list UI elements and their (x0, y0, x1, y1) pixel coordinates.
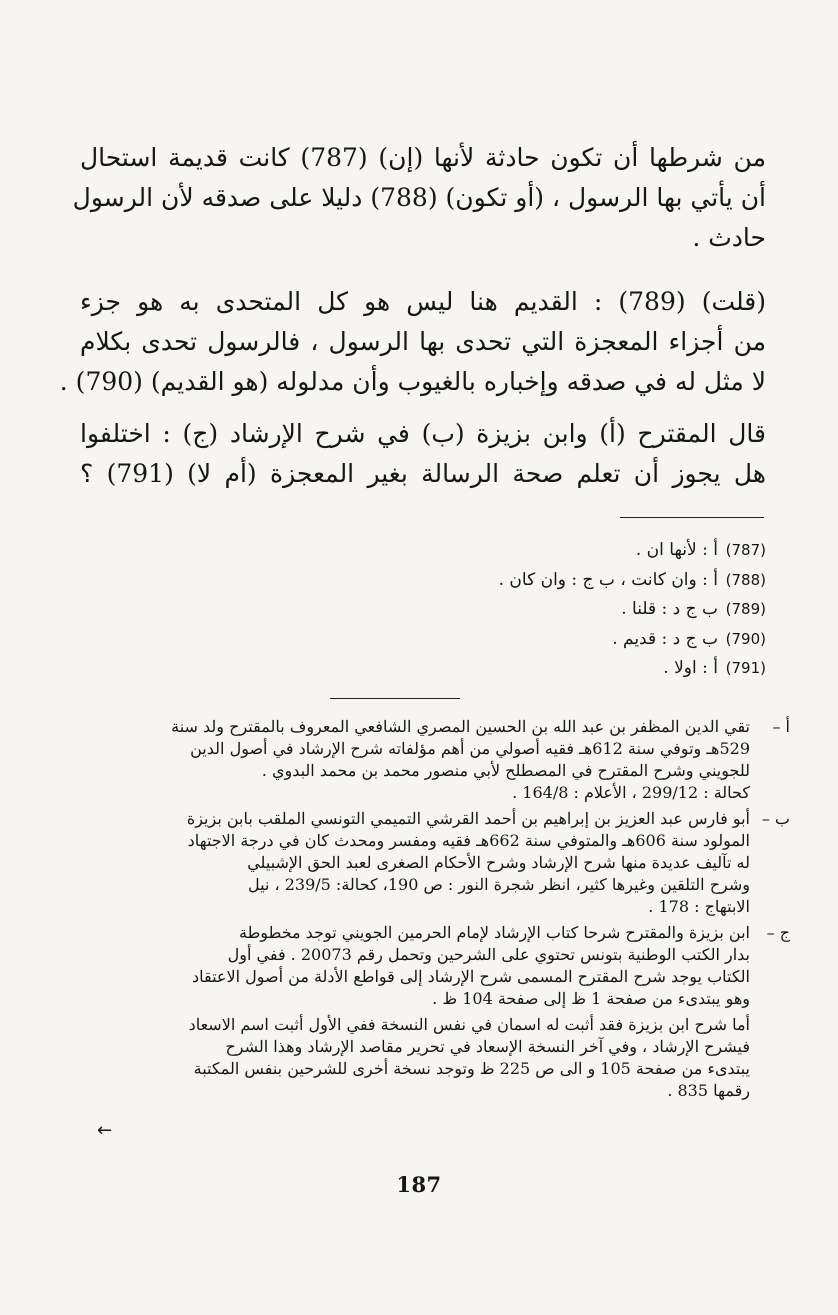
footnote-body (96, 1014, 750, 1102)
paragraph-2 (59, 282, 766, 402)
footnote-marker: أ – (772, 717, 790, 736)
footnote-line: 529هـ وتوفي سنة 612هـ فقيه أصولي من أهم مؤلفاته شرح الإرشاد في أصول الدين (190, 739, 750, 758)
variant-text: أ : وان كانت ، ب ج : وان كان . (498, 569, 718, 590)
footnote-line: أما شرح ابن بزيزة فقد أثبت له اسمان في نفس النسخة ففي الأول أثبت اسم الاسعاد (188, 1015, 750, 1034)
text-line: لا مثل له في صدقه وإخباره بالغيوب وأن مدلوله (هو القديم) (790) . (59, 367, 766, 396)
footnote-body (96, 716, 750, 804)
variant-item (306, 654, 766, 684)
variant-text: أ : اولا . (663, 658, 718, 678)
footnote-marker: ج – (766, 923, 790, 942)
text-line: من شرطها أن تكون حادثة لأنها (إن) (787) كانت قديمة استحال (80, 143, 766, 172)
variant-number: (791) (725, 659, 766, 677)
variant-item (306, 536, 766, 566)
footnotes (96, 716, 790, 1106)
footnote-c (96, 922, 790, 1010)
footnote-line: الابتهاج : 178 . (648, 897, 750, 916)
footnote-marker: ب – (761, 809, 790, 828)
footnote-line: المولود سنة 606هـ والمتوفي سنة 662هـ فقيه ومفسر ومحدث كان في درجة الاجتهاد (187, 831, 750, 850)
continuation-arrow-icon: ← (97, 1120, 113, 1141)
text-line: أن يأتي بها الرسول ، (أو تكون) (788) دليلا على صدقه لأن الرسول (72, 183, 766, 212)
footnote-line: له تآليف عديدة منها شرح الإرشاد وشرح الأحكام الصغرى لعبد الحق الإشبيلي (247, 853, 750, 872)
variants-divider (620, 517, 764, 518)
footnote-a (96, 716, 790, 804)
text-line: هل يجوز أن تعلم صحة الرسالة بغير المعجزة (أم لا) (791) ؟ (80, 459, 766, 488)
footnote-line: أبو فارس عبد العزيز بن إبراهيم بن أحمد القرشي التميمي التونسي الملقب بابن بزيزة (186, 809, 750, 828)
variant-item (306, 566, 766, 596)
text-line: من أجزاء المعجزة التي تحدى بها الرسول ، فالرسول تحدى بكلام (80, 327, 766, 356)
variant-text: أ : لأنها ان . (635, 540, 718, 560)
page-number: 187 (396, 1172, 442, 1197)
footnote-line: فيشرح الإرشاد ، وفي آخر النسخة الإسعاد في تحرير مقاصد الإرشاد وهذا الشرح (225, 1037, 750, 1056)
footnote-line: ابن بزيزة والمقترح شرحا كتاب الإرشاد لإمام الحرمين الجويني توجد مخطوطة (238, 923, 750, 942)
footnote-body (96, 922, 750, 1010)
text-line: (قلت) (789) : القديم هنا ليس هو كل المتحدى به هو جزء (80, 287, 766, 316)
footnote-c-continued (96, 1014, 790, 1102)
variant-number: (787) (725, 541, 766, 559)
footnote-line: يبتدىء من صفحة 105 و الى ص 225 ظ وتوجد نسخة أخرى للشرحين بنفس المكتبة (193, 1059, 750, 1078)
variant-item (306, 625, 766, 655)
footnote-line: للجويني وشرح المقترح في المصطلح لأبي منصور محمد بن محمد البدوي . (261, 761, 750, 780)
footnote-line: بدار الكتب الوطنية بتونس تحتوي على الشرحين وتحمل رقم 20073 . ففي أول (227, 945, 750, 964)
variant-item (306, 595, 766, 625)
variant-text: ب ج د : قديم . (612, 628, 718, 649)
footnote-line: تقي الدين المظفر بن عبد الله بن الحسين المصري الشافعي المعروف بالمقترح ولد سنة (171, 717, 750, 736)
footnote-b (96, 808, 790, 918)
footnote-line: رقمها 835 . (667, 1081, 750, 1100)
footnote-line: وهو يبتدىء من صفحة 1 ظ إلى صفحة 104 ظ . (432, 989, 750, 1008)
footnote-line: الكتاب يوجد شرح المقترح المسمى شرح الإرشاد إلى قواطع الأدلة من أصول الاعتقاد (192, 967, 750, 986)
notes-divider (330, 698, 460, 699)
text-line: قال المقترح (أ) وابن بزيزة (ب) في شرح الإرشاد (ج) : اختلفوا (80, 419, 766, 448)
text-line: حادث . (692, 223, 766, 252)
footnote-line: كحالة : 299/12 ، الأعلام : 164/8 . (512, 783, 750, 802)
variant-readings (306, 536, 766, 684)
variant-number: (790) (725, 629, 766, 648)
footnote-marker (750, 1014, 790, 1102)
variant-number: (789) (725, 600, 766, 618)
paragraph-1 (72, 138, 766, 258)
footnote-body (96, 808, 750, 918)
footnote-line: وشرح التلقين وغيرها كثير، انظر شجرة النور : ص 190، كحالة: 239/5 ، نيل (248, 875, 750, 894)
variant-number: (788) (725, 570, 766, 589)
variant-text: ب ج د : قلنا . (621, 599, 718, 619)
paragraph-3 (80, 414, 766, 494)
